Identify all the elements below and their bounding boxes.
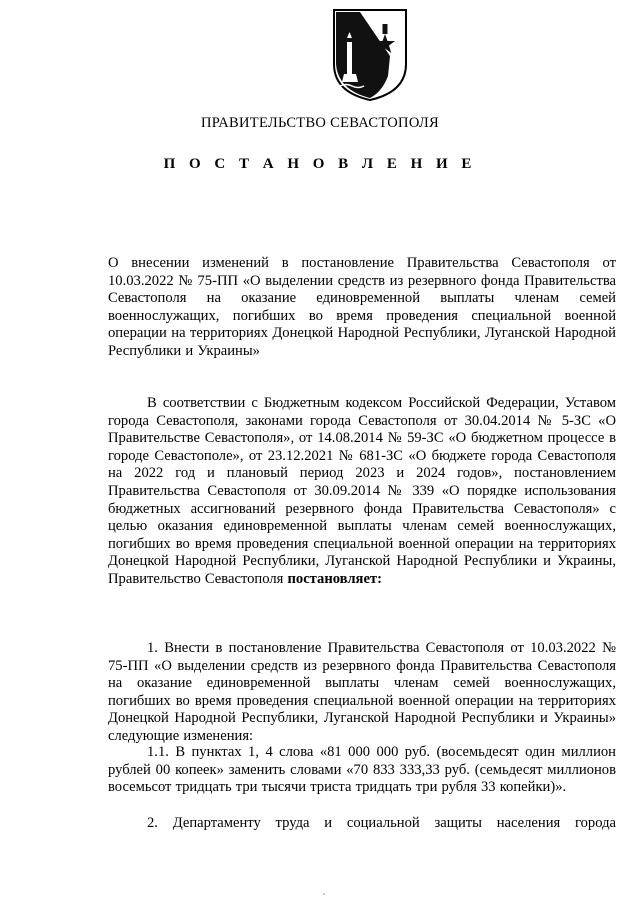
decree-item-1: 1. Внести в постановление Правительства Севастополя от 10.03.2022 № 75-ПП «О выделении средств из резервного фонда Правительства Севастополя на оказание единовременной выплаты членам семей военнослужащих, погибших во время проведения специальной военной операции на территориях Донецкой Народной Республики, Луганской Народной Республики и Украины» следующие изменения: — [108, 640, 616, 744]
decision-word: постановляет: — [287, 570, 382, 587]
page-speck — [323, 893, 325, 895]
decree-preamble — [108, 395, 616, 589]
decree-subject: О внесении изменений в постановление Правительства Севастополя от 10.03.2022 № 75-ПП «О выделении средств из резервного фонда Правительства Севастополя на оказание единовременной выплаты членам семей военнослужащих, погибших во время проведения специальной военной операции на территориях Донецкой Народной Республики, Луганской Народной Республики и Украины» — [108, 255, 616, 359]
government-name: ПРАВИТЕЛЬСТВО СЕВАСТОПОЛЯ — [201, 115, 439, 131]
document-type-title: П О С Т А Н О В Л Е Н И Е — [163, 156, 477, 172]
decree-item-2: 2. Департаменту труда и социальной защиты населения города — [147, 815, 616, 831]
sevastopol-coat-of-arms-icon — [330, 6, 410, 102]
decree-item-1-1: 1.1. В пунктах 1, 4 слова «81 000 000 руб. (восемьдесят один миллион рублей 00 копеек» заменить словами «70 833 333,33 руб. (семьдесят миллионов восемьсот тридцать три тысячи триста тридцать три рубля 33 копейки)». — [108, 744, 616, 796]
preamble-text: В соответствии с Бюджетным кодексом Российской Федерации, Уставом города Севастополя, законами города Севастополя от 30.04.2014 № 5-ЗС «О Правительстве Севастополя», от 14.08.2014 № 59-ЗС «О бюджетном процессе в городе Севастополе», от 23.12.2021 № 681-ЗС «О бюджете города Севастополя на 2022 год и плановый период 2023 и 2024 годов», постановлением Правительства Севастополя от 30.09.2014 № 339 «О порядке использования бюджетных ассигнований резервного фонда Правительства Севастополя» с целью оказания единовременной выплаты членам семей военнослужащих, погибших во время проведения специальной военной операции на территориях Донецкой Народной Республики, Луганской Народной Республики и Украины, Правительство Севастополя — [108, 395, 616, 587]
